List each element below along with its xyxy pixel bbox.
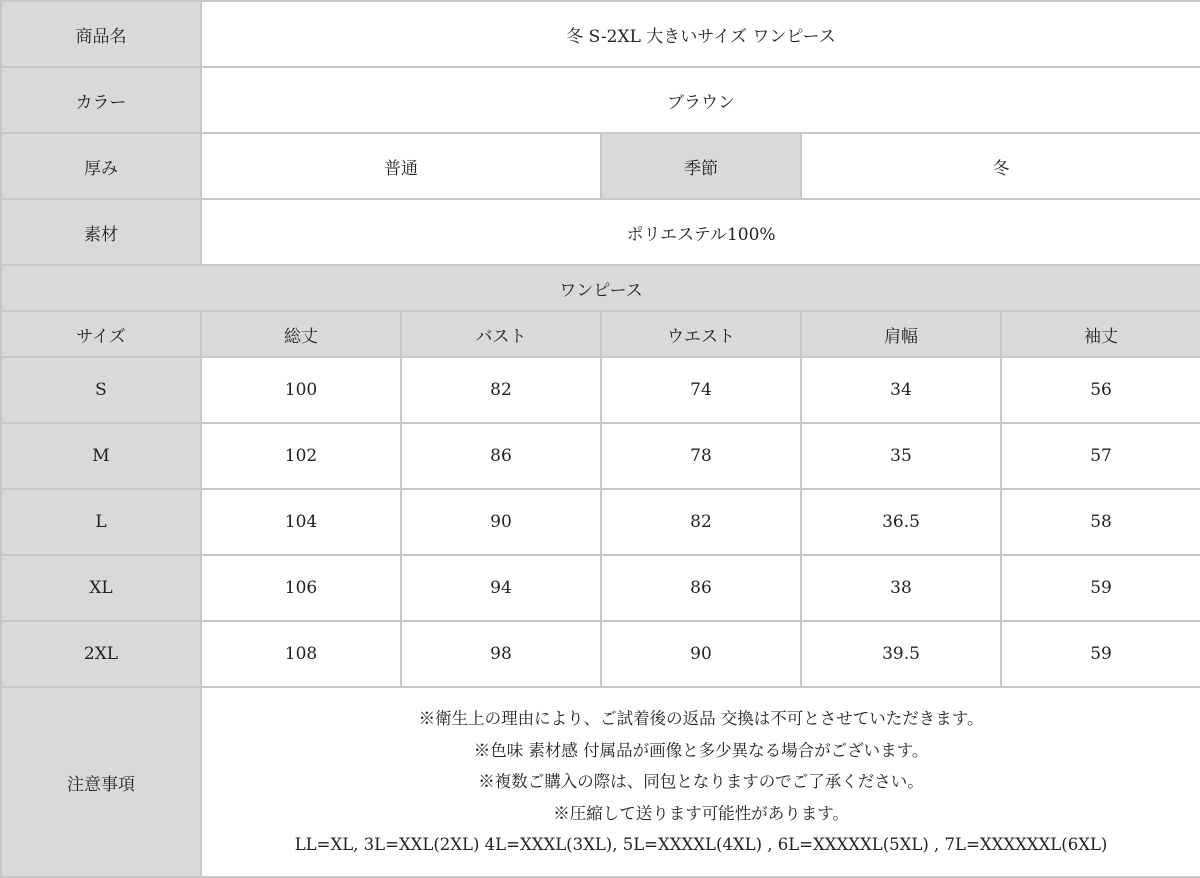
size-section-title-row	[1, 265, 1200, 311]
shoulder-cell: 39.5	[801, 621, 1001, 687]
color-value: ブラウン	[201, 67, 1200, 133]
size-cell: S	[1, 357, 201, 423]
thickness-value: 普通	[201, 133, 601, 199]
size-section-title: ワンピース	[1, 265, 1200, 311]
color-label: カラー	[1, 67, 201, 133]
shoulder-cell: 34	[801, 357, 1001, 423]
bust-cell: 90	[401, 489, 601, 555]
size-row	[1, 357, 1200, 423]
note-line-color: ※色味 素材感 付属品が画像と多少異なる場合がございます。	[473, 740, 929, 760]
material-label: 素材	[1, 199, 201, 265]
product-name-label: 商品名	[1, 1, 201, 67]
length-cell: 100	[201, 357, 401, 423]
size-table-header-row	[1, 311, 1200, 357]
header-shoulder: 肩幅	[801, 311, 1001, 357]
length-cell: 106	[201, 555, 401, 621]
sleeve-cell: 58	[1001, 489, 1200, 555]
color-row	[1, 67, 1200, 133]
product-name-row	[1, 1, 1200, 67]
waist-cell: 82	[601, 489, 801, 555]
product-name-value: 冬 S-2XL 大きいサイズ ワンピース	[201, 1, 1200, 67]
material-value: ポリエステル100%	[201, 199, 1200, 265]
season-label: 季節	[601, 133, 801, 199]
material-row	[1, 199, 1200, 265]
shoulder-cell: 36.5	[801, 489, 1001, 555]
waist-cell: 74	[601, 357, 801, 423]
waist-cell: 78	[601, 423, 801, 489]
waist-cell: 90	[601, 621, 801, 687]
notes-content	[201, 687, 1200, 877]
bust-cell: 86	[401, 423, 601, 489]
notes-row	[1, 687, 1200, 877]
size-cell: L	[1, 489, 201, 555]
note-line-compression: ※圧縮して送ります可能性があります。	[553, 803, 849, 823]
waist-cell: 86	[601, 555, 801, 621]
header-size: サイズ	[1, 311, 201, 357]
header-bust: バスト	[401, 311, 601, 357]
length-cell: 108	[201, 621, 401, 687]
note-line-bundling: ※複数ご購入の際は、同包となりますのでご了承ください。	[478, 772, 924, 792]
sleeve-cell: 59	[1001, 555, 1200, 621]
notes-label: 注意事項	[1, 687, 201, 877]
thickness-season-row	[1, 133, 1200, 199]
shoulder-cell: 38	[801, 555, 1001, 621]
header-sleeve: 袖丈	[1001, 311, 1200, 357]
sleeve-cell: 56	[1001, 357, 1200, 423]
size-cell: M	[1, 423, 201, 489]
sleeve-cell: 57	[1001, 423, 1200, 489]
size-row	[1, 423, 1200, 489]
sleeve-cell: 59	[1001, 621, 1200, 687]
length-cell: 102	[201, 423, 401, 489]
size-row	[1, 489, 1200, 555]
note-line-hygiene: ※衛生上の理由により、ご試着後の返品 交換は不可とさせていただきます。	[418, 709, 984, 729]
bust-cell: 94	[401, 555, 601, 621]
season-value: 冬	[801, 133, 1200, 199]
thickness-label: 厚み	[1, 133, 201, 199]
size-row	[1, 555, 1200, 621]
bust-cell: 82	[401, 357, 601, 423]
shoulder-cell: 35	[801, 423, 1001, 489]
header-waist: ウエスト	[601, 311, 801, 357]
note-line-size-conversion: LL=XL, 3L=XXL(2XL) 4L=XXXL(3XL), 5L=XXXXL(4XL) , 6L=XXXXXL(5XL) , 7L=XXXXXXL(6XL)	[294, 835, 1108, 855]
size-row	[1, 621, 1200, 687]
size-cell: 2XL	[1, 621, 201, 687]
length-cell: 104	[201, 489, 401, 555]
header-length: 総丈	[201, 311, 401, 357]
size-cell: XL	[1, 555, 201, 621]
bust-cell: 98	[401, 621, 601, 687]
